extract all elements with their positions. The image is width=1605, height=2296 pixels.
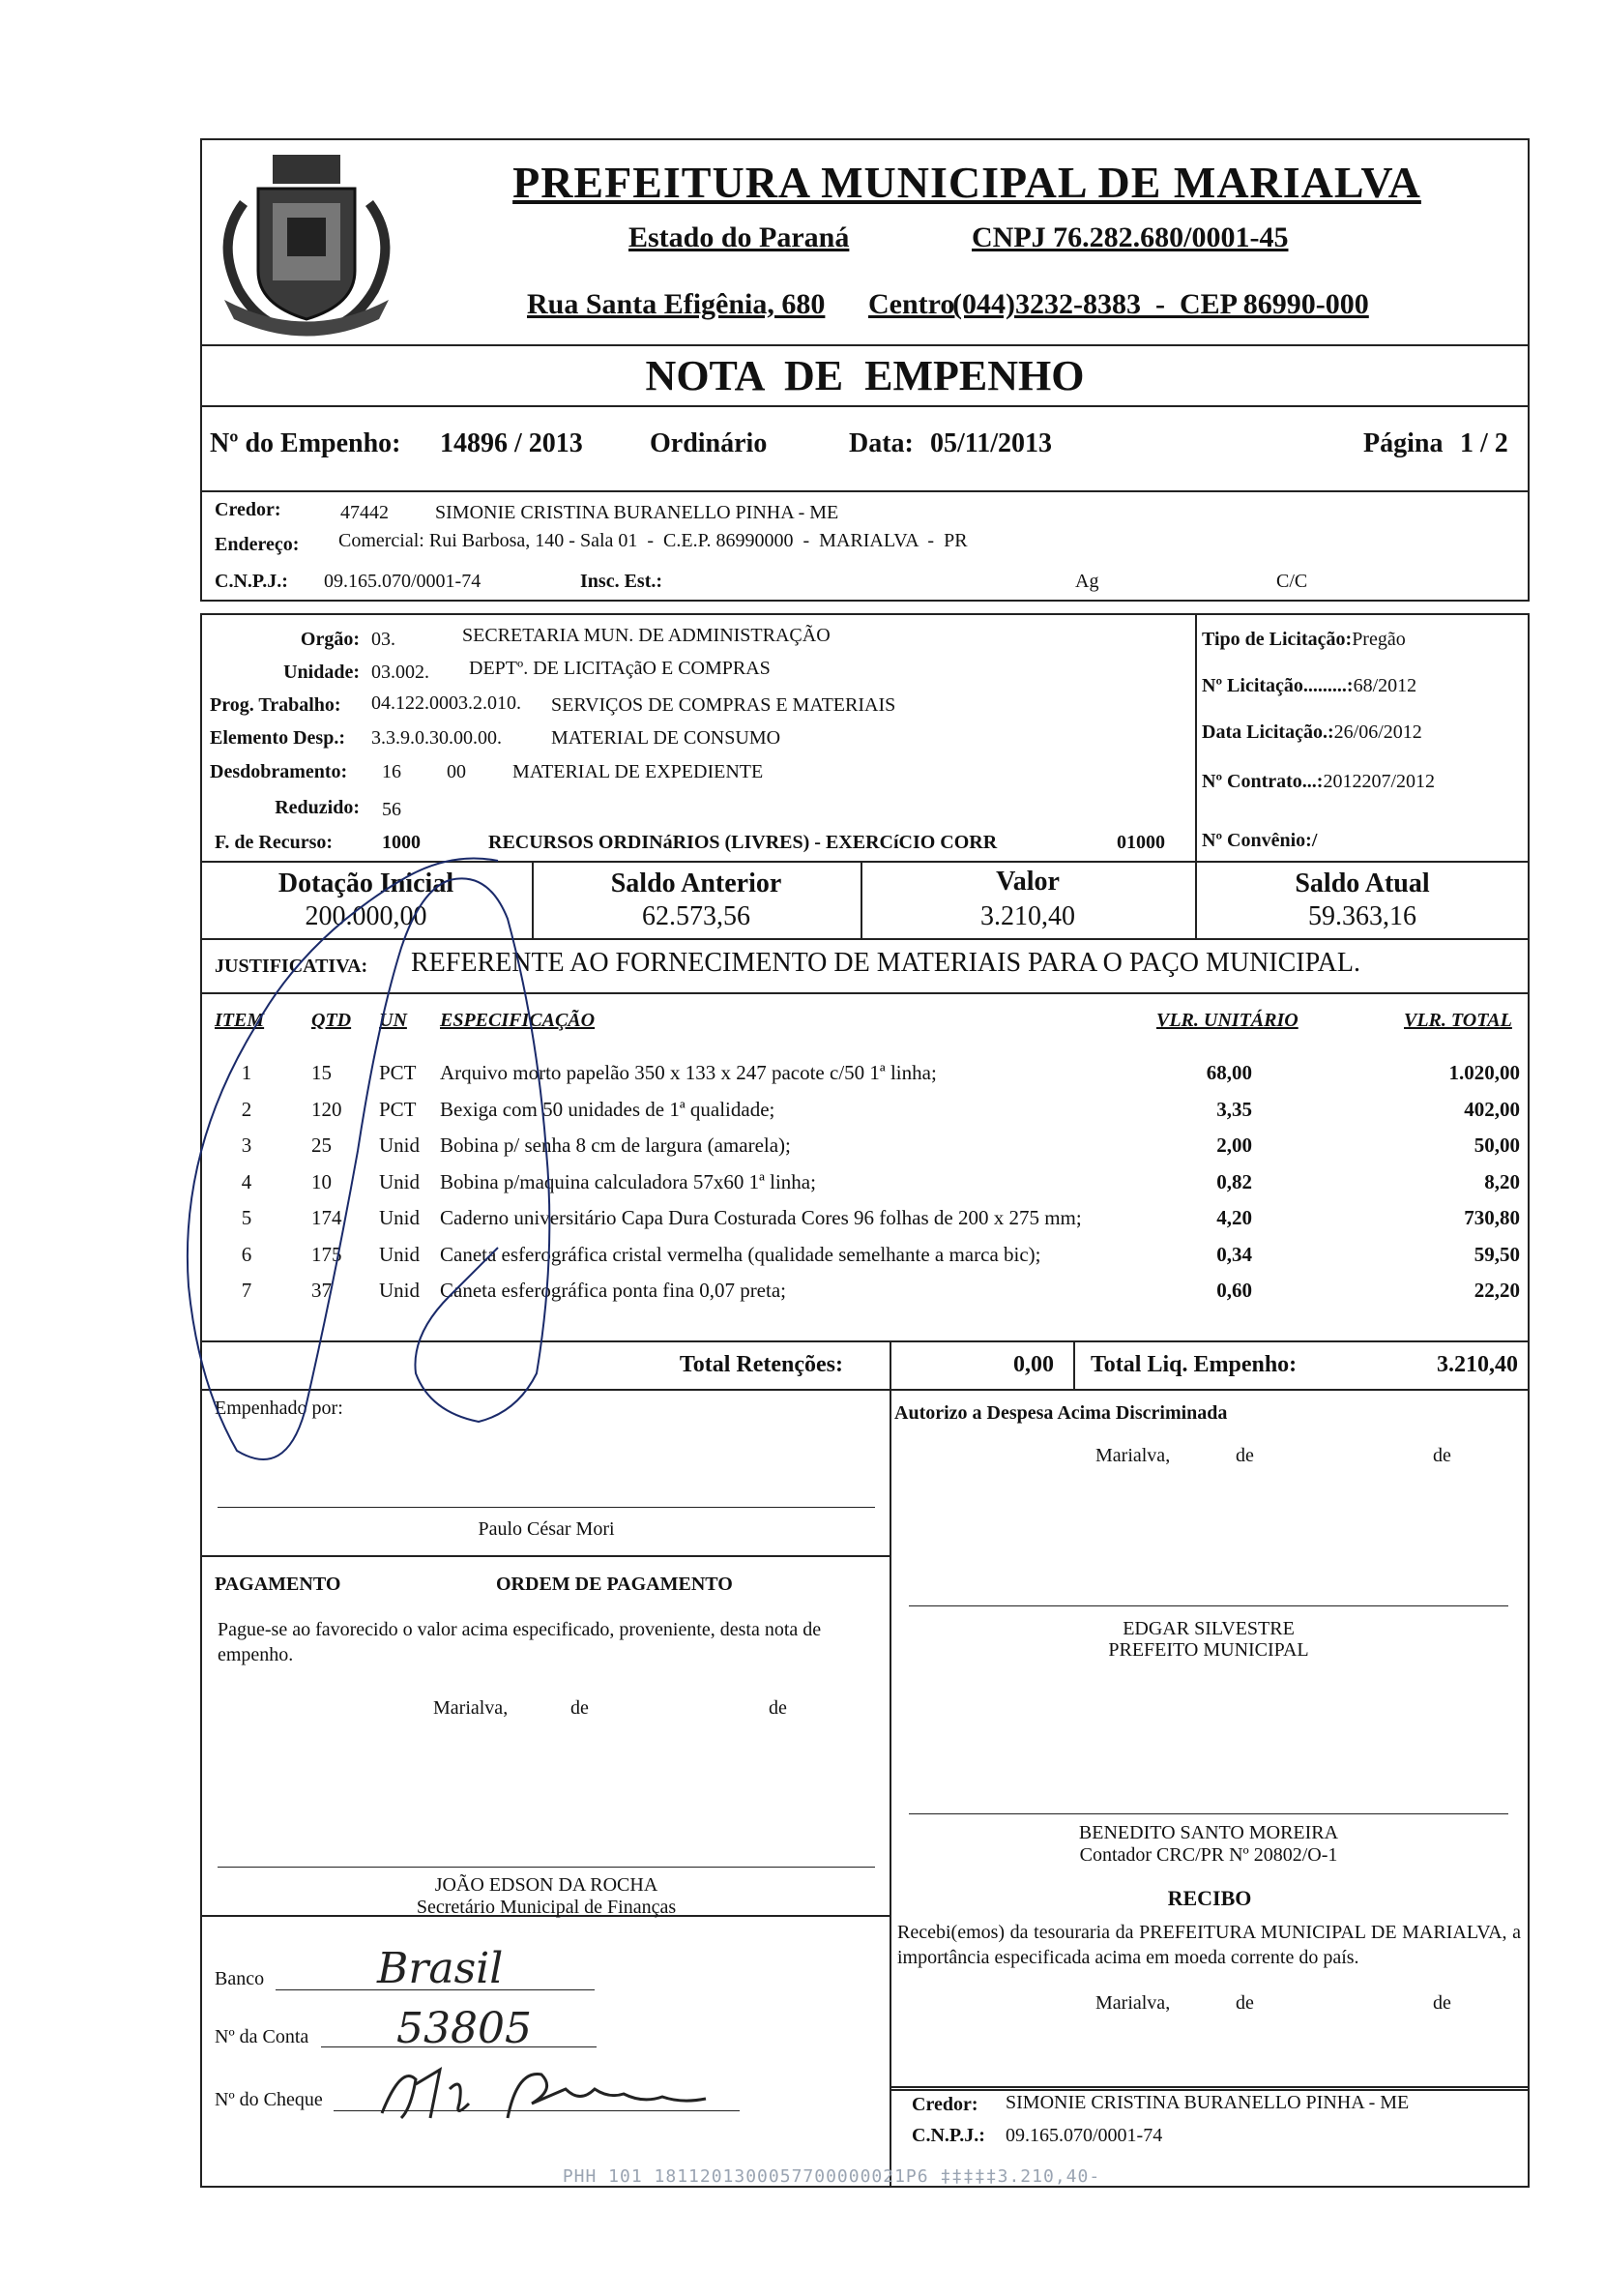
- unidade-code: 03.002.: [371, 662, 429, 683]
- item-total-7: 22,20: [1474, 1279, 1520, 1302]
- desd-sub: 00: [447, 761, 466, 782]
- col-total: VLR. TOTAL: [1404, 1010, 1512, 1031]
- elem-desc: MATERIAL DE CONSUMO: [551, 727, 781, 749]
- liq-label: Total Liq. Empenho:: [1091, 1352, 1298, 1377]
- item-item-4: 4: [241, 1169, 252, 1193]
- item-item-7: 7: [241, 1279, 252, 1302]
- anterior-value: 62.573,56: [642, 901, 750, 931]
- pagamento-text: Pague-se ao favorecido o valor acima especificado, proveniente, desta nota de empenho.: [218, 1619, 822, 1665]
- cc-label: C/C: [1276, 571, 1308, 592]
- conta-label: Nº da Conta: [215, 2026, 309, 2047]
- contador-name: BENEDITO SANTO MOREIRA: [1078, 1822, 1339, 1843]
- empenho-number: 14896 / 2013: [440, 428, 583, 458]
- prefeito-sign-line: [909, 1605, 1508, 1606]
- empenho-label: Nº do Empenho:: [210, 428, 401, 458]
- data-label: Data Licitação.:: [1202, 721, 1334, 743]
- header-street: Rua Santa Efigênia, 680: [527, 288, 826, 320]
- bottom-split-right: [890, 2089, 1530, 2091]
- item-total-6: 59,50: [1474, 1242, 1520, 1266]
- banco-handwriting: Brasil: [377, 1944, 504, 1993]
- recibo-city: Marialva,: [1095, 1992, 1171, 2014]
- pagamento-de2: de: [769, 1697, 787, 1719]
- autorizo-de1: de: [1236, 1445, 1254, 1466]
- empenho-date: 05/11/2013: [930, 428, 1053, 458]
- atual-label: Saldo Atual: [1295, 868, 1430, 898]
- prefeito-name: EDGAR SILVESTRE: [1123, 1618, 1295, 1639]
- fonte-code: 1000: [382, 832, 421, 853]
- cheque-label: Nº do Cheque: [215, 2089, 323, 2110]
- col-item: ITEM: [215, 1010, 265, 1031]
- credor-code: 47442: [340, 502, 389, 523]
- item-un-6: Unid: [379, 1242, 420, 1266]
- item-qtd-1: 15: [311, 1061, 332, 1084]
- col-qtd: QTD: [311, 1010, 352, 1031]
- secretario-name: JOÃO EDSON DA ROCHA: [434, 1874, 658, 1896]
- tipo-label: Tipo de Licitação:: [1202, 629, 1353, 650]
- autorizo-city: Marialva,: [1095, 1445, 1171, 1466]
- num-value: 68/2012: [1353, 675, 1417, 696]
- valor-label: Valor: [996, 867, 1060, 897]
- ordem-label: ORDEM DE PAGAMENTO: [496, 1574, 733, 1595]
- credor-name: SIMONIE CRISTINA BURANELLO PINHA - ME: [435, 502, 839, 523]
- item-un-1: PCT: [379, 1061, 417, 1084]
- credor-footer-name: SIMONIE CRISTINA BURANELLO PINHA - ME: [1006, 2092, 1410, 2113]
- empenho-type: Ordinário: [650, 428, 768, 458]
- data-licitacao: [1202, 721, 1422, 744]
- contador-role: Contador CRC/PR Nº 20802/O-1: [1079, 1844, 1338, 1866]
- item-unit-7: 0,60: [1216, 1279, 1252, 1302]
- col-un: UN: [379, 1010, 407, 1031]
- prog-desc: SERVIÇOS DE COMPRAS E MATERIAIS: [551, 694, 896, 716]
- convenio: Nº Convênio:/: [1202, 830, 1318, 851]
- data-value: 26/06/2012: [1333, 721, 1422, 743]
- recibo-text: Recebi(emos) da tesouraria da PREFEITURA MUNICIPAL DE MARIALVA, a importância especificada acima em moeda corrente do país.: [897, 1922, 1521, 1968]
- header-title: PREFEITURA MUNICIPAL DE MARIALVA: [512, 158, 1421, 207]
- unidade-label: Unidade:: [283, 662, 360, 683]
- desd-code: 16: [382, 761, 401, 782]
- item-qtd-7: 37: [311, 1279, 332, 1302]
- cheque-signature: [372, 2060, 740, 2128]
- num-licitacao: [1202, 675, 1416, 697]
- empenhado-name: Paulo César Mori: [478, 1518, 615, 1540]
- unidade-desc: DEPTº. DE LICITAçãO E COMPRAS: [469, 658, 771, 679]
- recibo-de1: de: [1236, 1992, 1254, 2014]
- credor-footer-cnpj-label: C.N.P.J.:: [912, 2125, 985, 2146]
- credor-footer-line: [890, 2086, 1530, 2088]
- liq-value: 3.210,40: [1437, 1352, 1518, 1377]
- desd-desc: MATERIAL DE EXPEDIENTE: [512, 761, 764, 782]
- item-qtd-4: 10: [311, 1169, 332, 1193]
- item-unit-2: 3,35: [1216, 1097, 1252, 1121]
- prefeito-role: PREFEITO MUNICIPAL: [1108, 1639, 1309, 1661]
- contrato-value: 2012207/2012: [1323, 771, 1436, 792]
- item-spec-4: Bobina p/maquina calculadora 57x60 1ª linha;: [440, 1169, 816, 1193]
- item-un-7: Unid: [379, 1279, 420, 1302]
- banco-label: Banco: [215, 1968, 265, 1989]
- pagamento-city: Marialva,: [433, 1697, 509, 1719]
- fonte-num: 01000: [1117, 832, 1165, 853]
- num-label: Nº Licitação.........:: [1202, 675, 1354, 696]
- desd-label: Desdobramento:: [210, 761, 348, 782]
- address-label: Endereço:: [215, 534, 300, 555]
- orgao-code: 03.: [371, 629, 395, 650]
- fonte-label: F. de Recurso:: [215, 832, 334, 853]
- retencoes-label: Total Retenções:: [679, 1352, 843, 1377]
- credor-cnpj-label: C.N.P.J.:: [215, 571, 288, 592]
- pagamento-de1: de: [570, 1697, 589, 1719]
- credor-cnpj: 09.165.070/0001-74: [324, 571, 482, 592]
- contrato-label: Nº Contrato...:: [1202, 771, 1324, 792]
- tipo-licitacao: [1202, 629, 1406, 651]
- prog-label: Prog. Trabalho:: [210, 694, 341, 716]
- item-qtd-3: 25: [311, 1133, 332, 1157]
- item-item-6: 6: [241, 1242, 252, 1266]
- ag-label: Ag: [1075, 571, 1099, 592]
- empenhado-label: Empenhado por:: [215, 1398, 343, 1419]
- item-spec-2: Bexiga com 50 unidades de 1ª qualidade;: [440, 1097, 775, 1121]
- orgao-label: Orgão:: [300, 629, 360, 650]
- item-qtd-6: 175: [311, 1242, 342, 1266]
- justificativa-text: REFERENTE AO FORNECIMENTO DE MATERIAIS PARA O PAÇO MUNICIPAL.: [411, 948, 1360, 978]
- prog-code: 04.122.0003.2.010.: [371, 692, 521, 714]
- col-spec: ESPECIFICAÇÃO: [440, 1010, 596, 1031]
- budget-divider: [1195, 613, 1197, 863]
- elem-code: 3.3.9.0.30.00.00.: [371, 727, 502, 749]
- insc-label: Insc. Est.:: [580, 571, 663, 592]
- credor-label: Credor:: [215, 499, 281, 520]
- header-centro: Centro: [868, 288, 955, 320]
- item-spec-6: Caneta esferográfica cristal vermelha (qualidade semelhante a marca bic);: [440, 1242, 1041, 1266]
- handwritten-check-mark: [160, 832, 624, 1489]
- item-spec-5: Caderno universitário Capa Dura Costurada Cores 96 folhas de 200 x 275 mm;: [440, 1206, 1082, 1229]
- credor-footer-cnpj: 09.165.070/0001-74: [1006, 2125, 1163, 2146]
- item-un-3: Unid: [379, 1133, 420, 1157]
- item-unit-3: 2,00: [1216, 1133, 1252, 1157]
- item-unit-1: 68,00: [1206, 1061, 1252, 1084]
- item-qtd-2: 120: [311, 1097, 342, 1121]
- col-unit: VLR. UNITÁRIO: [1156, 1010, 1299, 1031]
- credor-address: Comercial: Rui Barbosa, 140 - Sala 01 - C.E.P. 86990000 - MARIALVA - PR: [338, 530, 968, 551]
- item-unit-5: 4,20: [1216, 1206, 1252, 1229]
- retencoes-value: 0,00: [1013, 1352, 1054, 1377]
- item-un-2: PCT: [379, 1097, 417, 1121]
- item-spec-1: Arquivo morto papelão 350 x 133 x 247 pacote c/50 1ª linha;: [440, 1061, 937, 1084]
- item-total-1: 1.020,00: [1448, 1061, 1520, 1084]
- credor-footer-label: Credor:: [912, 2094, 978, 2115]
- secretario-role: Secretário Municipal de Finanças: [416, 1897, 677, 1918]
- pagamento-label: PAGAMENTO: [215, 1574, 341, 1595]
- crest-logo: [205, 145, 408, 343]
- justificativa-label: JUSTIFICATIVA:: [215, 956, 368, 977]
- totals-div-1: [890, 1340, 891, 1391]
- elem-label: Elemento Desp.:: [210, 727, 345, 749]
- item-spec-7: Caneta esferográfica ponta fina 0,07 preta;: [440, 1279, 786, 1302]
- page-label: Página: [1363, 428, 1444, 458]
- empenho-date-label: Data:: [849, 428, 914, 458]
- header-phone-cep: (044)3232-8383 - CEP 86990-000: [952, 288, 1369, 320]
- anterior-label: Saldo Anterior: [610, 868, 782, 898]
- item-item-5: 5: [241, 1206, 252, 1229]
- item-un-4: Unid: [379, 1169, 420, 1193]
- autorizo-de2: de: [1433, 1445, 1451, 1466]
- bottom-divider: [890, 1389, 891, 2188]
- item-item-2: 2: [241, 1097, 252, 1121]
- reduzido-label: Reduzido:: [275, 797, 360, 818]
- dotacao-label: Dotação Inicial: [277, 868, 454, 898]
- doc-title: NOTA DE EMPENHO: [645, 352, 1085, 399]
- valor-value: 3.210,40: [980, 901, 1075, 931]
- reduzido-value: 56: [382, 799, 401, 820]
- item-item-3: 3: [241, 1133, 252, 1157]
- item-total-4: 8,20: [1484, 1169, 1520, 1193]
- totals-div-2: [1073, 1340, 1075, 1391]
- micr-line: PHH 101 1811201300057700000021P6 ‡‡‡‡‡3.210,40-: [562, 2166, 1101, 2187]
- tipo-value: Pregão: [1352, 629, 1406, 650]
- autorizo-label: Autorizo a Despesa Acima Discriminada: [894, 1402, 1228, 1424]
- item-total-2: 402,00: [1464, 1097, 1520, 1121]
- item-qtd-5: 174: [311, 1206, 342, 1229]
- item-unit-6: 0,34: [1216, 1242, 1252, 1266]
- contador-sign-line: [909, 1813, 1508, 1814]
- item-spec-3: Bobina p/ senha 8 cm de largura (amarela);: [440, 1133, 791, 1157]
- page-number: 1 / 2: [1460, 428, 1508, 458]
- orgao-desc: SECRETARIA MUN. DE ADMINISTRAÇÃO: [462, 625, 831, 646]
- bottom-split-left: [200, 1555, 890, 1557]
- dotacao-value: 200.000,00: [305, 901, 427, 931]
- contrato: [1202, 771, 1435, 793]
- recibo-title: RECIBO: [1167, 1886, 1252, 1910]
- header-cnpj: CNPJ 76.282.680/0001-45: [972, 221, 1289, 253]
- header-state: Estado do Paraná: [628, 221, 850, 253]
- atual-value: 59.363,16: [1308, 901, 1416, 931]
- fonte-desc: RECURSOS ORDINáRIOS (LIVRES) - EXERCíCIO CORR: [488, 832, 998, 853]
- item-total-5: 730,80: [1464, 1206, 1520, 1229]
- conta-handwriting: 53805: [396, 2004, 532, 2053]
- secretario-sign-line: [218, 1867, 875, 1868]
- item-total-3: 50,00: [1474, 1133, 1520, 1157]
- recibo-de2: de: [1433, 1992, 1451, 2014]
- empenhado-sign-line: [218, 1507, 875, 1508]
- item-item-1: 1: [241, 1061, 252, 1084]
- item-unit-4: 0,82: [1216, 1169, 1252, 1193]
- item-un-5: Unid: [379, 1206, 420, 1229]
